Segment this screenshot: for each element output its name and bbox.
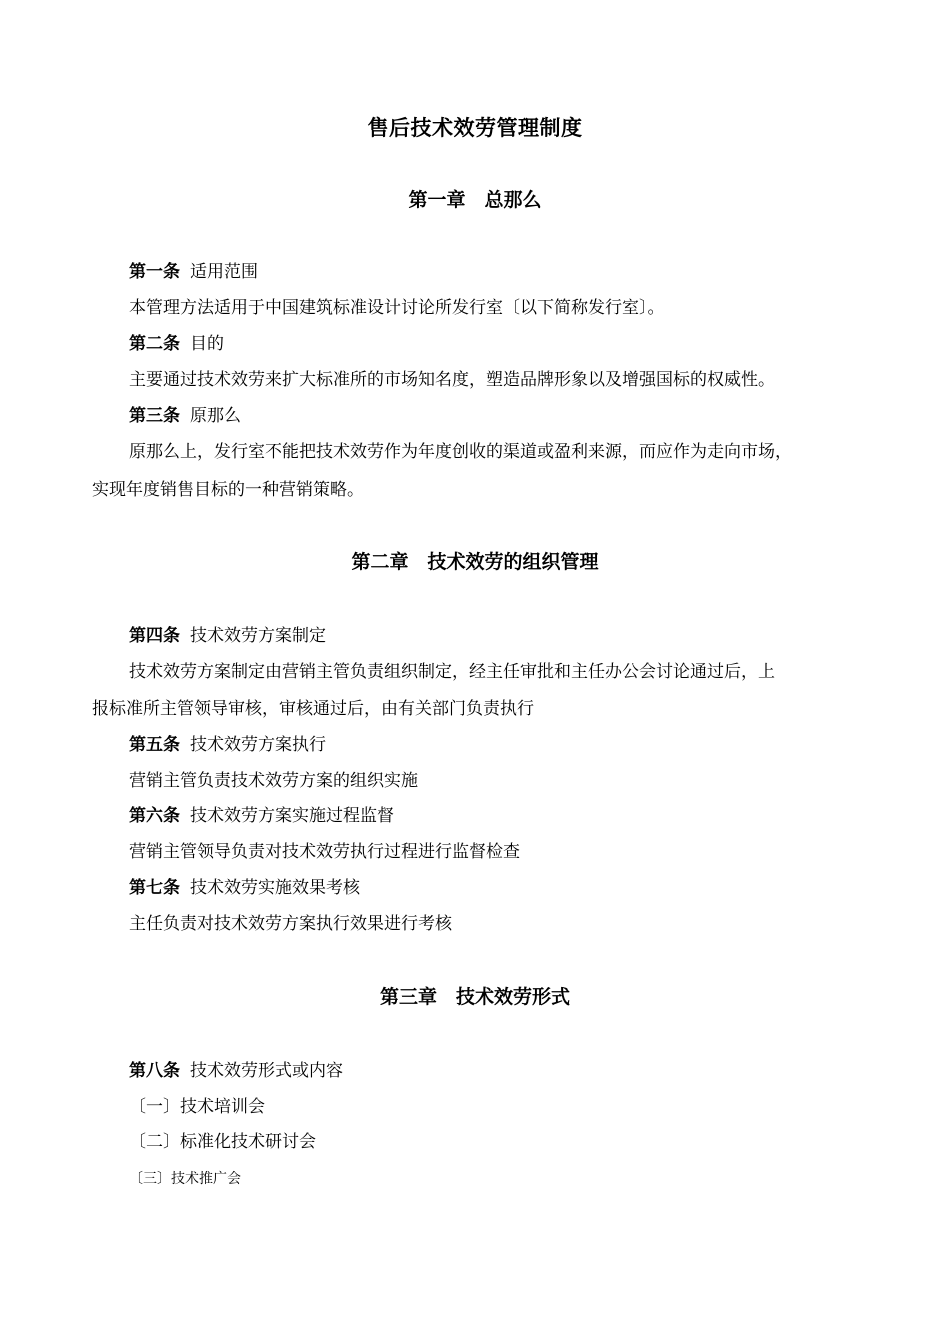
chapter-heading: 第二章 技术效劳的组织管理	[351, 551, 599, 573]
article-body: 技术效劳方案制定由营销主管负责组织制定，经主任审批和主任办公会讨论通过后，上	[129, 662, 775, 682]
article-title: 技术效劳方案实施过程监督	[190, 806, 394, 826]
article-body: 营销主管领导负责对技术效劳执行过程进行监督检查	[129, 842, 520, 862]
article-number: 第一条	[129, 262, 180, 282]
article-number: 第五条	[129, 735, 180, 755]
article-body-continued: 报标准所主管领导审核，审核通过后，由有关部门负责执行	[92, 699, 534, 719]
article-title: 适用范围	[190, 262, 258, 282]
article-title: 目的	[190, 334, 224, 354]
article-body: 营销主管负责技术效劳方案的组织实施	[129, 771, 418, 791]
article-heading	[129, 333, 224, 355]
list-item: 〔一〕技术培训会	[129, 1097, 265, 1117]
list-item: 〔三〕技术推广会	[129, 1171, 241, 1187]
document-title: 售后技术效劳管理制度	[367, 116, 583, 140]
article-body: 主要通过技术效劳来扩大标准所的市场知名度，塑造品牌形象以及增强国标的权威性。	[129, 370, 775, 390]
article-number: 第四条	[129, 626, 180, 646]
chapter-heading: 第三章 技术效劳形式	[379, 986, 570, 1008]
article-body: 原那么上，发行室不能把技术效劳作为年度创收的渠道或盈利来源，而应作为走向市场，	[129, 442, 792, 462]
article-heading	[129, 734, 326, 756]
article-heading	[129, 625, 326, 647]
article-heading	[129, 805, 394, 827]
article-heading	[129, 877, 360, 899]
list-item: 〔二〕标准化技术研讨会	[129, 1132, 316, 1152]
article-heading	[129, 261, 258, 283]
article-title: 技术效劳方案执行	[190, 735, 326, 755]
article-number: 第八条	[129, 1061, 180, 1081]
article-body: 主任负责对技术效劳方案执行效果进行考核	[129, 914, 452, 934]
article-title: 原那么	[190, 406, 241, 426]
article-number: 第六条	[129, 806, 180, 826]
article-heading	[129, 405, 241, 427]
chapter-heading: 第一章 总那么	[408, 189, 542, 211]
article-body: 本管理方法适用于中国建筑标准设计讨论所发行室〔以下简称发行室〕。	[129, 298, 665, 318]
article-heading	[129, 1060, 343, 1082]
article-number: 第三条	[129, 406, 180, 426]
article-title: 技术效劳形式或内容	[190, 1061, 343, 1081]
article-number: 第二条	[129, 334, 180, 354]
article-title: 技术效劳实施效果考核	[190, 878, 360, 898]
article-number: 第七条	[129, 878, 180, 898]
article-body-continued: 实现年度销售目标的一种营销策略。	[92, 480, 364, 500]
article-title: 技术效劳方案制定	[190, 626, 326, 646]
